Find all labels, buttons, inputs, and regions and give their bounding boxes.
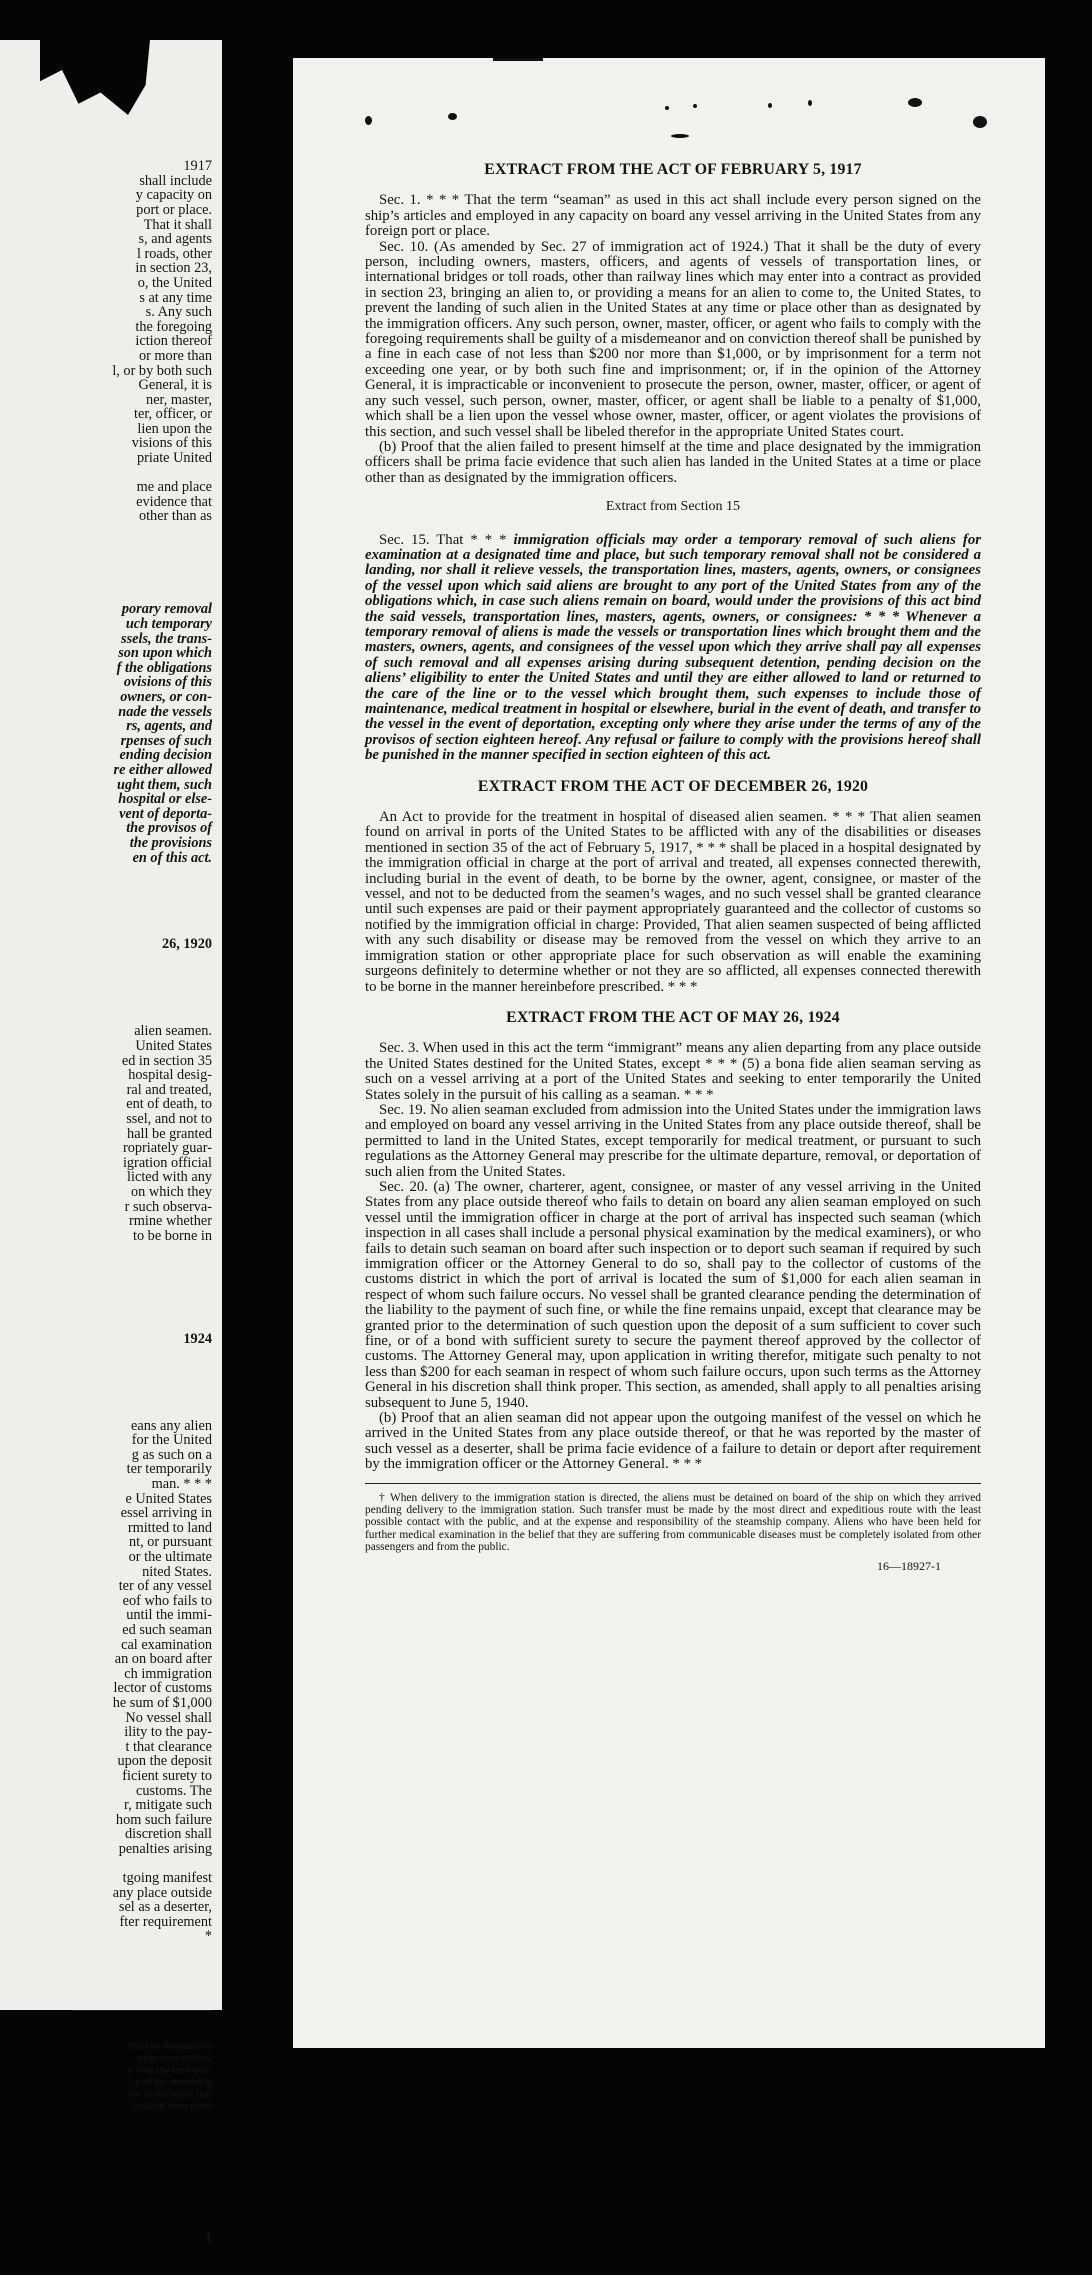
left-fragment-line: ed in section 35 xyxy=(121,1052,212,1069)
left-fragment-line: rs, agents, and xyxy=(126,718,212,735)
left-fragment-line: hospital or else- xyxy=(118,791,212,808)
sec-10b-paragraph: (b) Proof that the alien failed to present himself at the time and place designated by the immigration officers shall be prima facie evidence that such alien has landed in the United States at a time or place other than as designated by the immigration officers. xyxy=(365,438,981,486)
left-fragment-line: visions of this xyxy=(131,435,212,452)
left-fragment-line: 1924 xyxy=(183,1330,212,1347)
left-fragment-line: y capacity on xyxy=(135,187,212,204)
left-fragment-line: alien seamen. xyxy=(134,1023,212,1040)
left-fragment-line: eof who fails to xyxy=(122,1592,212,1609)
left-fragment-line: y of the steamship xyxy=(135,2076,212,2088)
left-fragment-line: ropriately guar- xyxy=(122,1140,212,1157)
left-fragment-line: o, the United xyxy=(137,274,212,291)
left-footnote-rule xyxy=(72,2010,212,2011)
torn-edge xyxy=(40,40,150,115)
left-fragment-line: priate United xyxy=(136,450,212,467)
footnote-rule xyxy=(365,1483,981,1484)
footnote: † When delivery to the immigration station is directed, the aliens must be detained on board of the ship on which they arrived pending delivery to the immigration station. Such transfer must be made by the most direct and expeditious route with the least possible contact with the public, and at the expense and responsibility of the steamship company. Aliens who have been held for further medical examination in the belief that they are suffering from communicable diseases must be completely isolated from other passengers and from the public. xyxy=(365,1491,981,1553)
left-lines-f xyxy=(0,1419,212,1944)
left-fragment-line: nt, or pursuant xyxy=(129,1534,212,1551)
left-fragment-line: migration station. xyxy=(137,2052,212,2064)
left-fragment-line: f the obligations xyxy=(116,659,212,676)
left-fragment-line: nade the vessels xyxy=(118,703,212,720)
left-fragment-line: must be detained on xyxy=(127,2040,212,2052)
left-fragment-line: an on board after xyxy=(114,1651,212,1668)
left-fragment-line: the provisions xyxy=(129,834,212,851)
left-fragment-line: ssel, and not to xyxy=(126,1111,212,1127)
left-fragment-line: other than as xyxy=(138,508,212,525)
left-lines-b xyxy=(0,602,212,865)
left-fragment-line: ent of death, to xyxy=(126,1096,212,1113)
left-fragment-line: rmitted to land xyxy=(127,1519,212,1536)
left-fragment-line: son upon which xyxy=(118,645,212,662)
left-fragment-line: upon the deposit xyxy=(117,1753,212,1770)
left-fragment-line: l roads, other xyxy=(136,245,212,262)
sec-15-lead: Sec. 15. That * * * xyxy=(379,531,514,548)
left-lines-d xyxy=(0,1024,212,1243)
left-fragment-line: he sum of $1,000 xyxy=(112,1694,212,1711)
left-fragment-line: ion in the belief that xyxy=(127,2088,212,2100)
left-lines-e xyxy=(0,1332,212,1347)
left-fragment-line: r such observa- xyxy=(124,1198,212,1215)
left-fragment-line: until the immi- xyxy=(126,1607,212,1624)
left-fragment-line: fter requirement xyxy=(119,1913,212,1930)
left-fragment-line: s, and agents xyxy=(138,231,212,248)
left-fragment-line: discretion shall xyxy=(125,1826,212,1843)
left-fragment-line: lien upon the xyxy=(137,420,212,437)
sec-3-paragraph: Sec. 3. When used in this act the term “immigrant” means any alien departing from any place outside the United States destined for the United States, except * * * (5) a bona fide alien seaman serving as such on a vessel arriving at a port of the United States and seeking to enter temporarily the United States solely in the pursuit of his calling as a seaman. * * * xyxy=(365,1040,981,1103)
left-fragment-line: or more than xyxy=(138,347,212,364)
left-fragment-line: uch temporary xyxy=(125,616,212,632)
left-fragment-line: ner, master, xyxy=(146,391,212,408)
left-fragment-line: vent of deporta- xyxy=(119,805,212,822)
heading-act-1917: EXTRACT FROM THE ACT OF FEBRUARY 5, 1917 xyxy=(484,161,862,178)
left-fragment-line: ter temporarily xyxy=(126,1461,212,1478)
left-fragment-line: evidence that xyxy=(136,493,212,510)
act-1920-paragraph: An Act to provide for the treatment in hospital of diseased alien seamen. * * * That alien seamen found on arrival in ports of the United States to be afflicted with any of the disabilities or diseases mentioned in section 35 of the act of February 5, 1917, * * * shall be placed in a hospital designated by the immigration official in charge at the port of arrival and treated, all expenses connected therewith, including burial in the event of death, to be borne by the owner, agent, consignee, or master of the vessel, and not to be deducted from the seamen’s wages, and no such vessel shall be granted clearance until such expenses are paid or their payment appropriately guaranteed and the collector of customs so notified by the immigration official in charge: Provided, That alien seamen suspected of being afflicted with any such disability or disease may be removed from the vessel on which they arrive to an immigration station or other appropriate place for such observation as will enable the examining surgeons definitely to determine whether or not they are so afflicted, all expenses connected therewith to be borne in the manner hereinbefore prescribed. * * * xyxy=(365,809,981,995)
left-fragment-line: ter, officer, or xyxy=(134,406,212,423)
sheet-code: 16—18927-1 xyxy=(877,1559,941,1574)
left-fragment-line: penalties arising xyxy=(118,1840,212,1857)
left-fragment-line: licted with any xyxy=(127,1169,212,1186)
left-fragment-line: g as such on a xyxy=(131,1446,212,1463)
left-lines-a xyxy=(0,159,212,524)
sec-1-paragraph: Sec. 1. * * * That the term “seaman” as used in this act shall include every person signed on the ship’s articles and employed in any capacity on board any vessel arriving in the United States from any foreign port or place. xyxy=(365,192,981,240)
left-fragment-line: rpenses of such xyxy=(120,732,212,749)
left-fragment-line: re either allowed xyxy=(113,761,212,778)
left-fragment-line xyxy=(0,466,212,481)
left-fragment-line xyxy=(0,1857,212,1872)
left-fragment-line: hom such failure xyxy=(115,1811,212,1828)
left-fragment-line: owners, or con- xyxy=(120,688,212,705)
left-fragment-line: en of this act. xyxy=(132,849,212,866)
left-fragment-line: porary removal xyxy=(121,601,212,618)
left-fragment-line: ficient surety to xyxy=(122,1767,212,1784)
left-fragment-line: * xyxy=(204,1928,212,1945)
sec-15-paragraph xyxy=(365,533,981,764)
left-fragment-line: ral and treated, xyxy=(126,1081,212,1098)
left-fragment-line: 1917 xyxy=(183,158,212,175)
left-fragment-line: hall be granted xyxy=(127,1125,212,1142)
left-fragment-line: port or place. xyxy=(136,201,212,218)
left-fragment-text xyxy=(0,130,212,2275)
left-fragment-line: shall include xyxy=(139,172,212,189)
left-fragment-line: nited States. xyxy=(142,1563,212,1580)
left-fragment-line: 26, 1920 xyxy=(161,936,212,953)
left-fragment-line: for the United xyxy=(131,1432,212,1449)
heading-act-1920: EXTRACT FROM THE ACT OF DECEMBER 26, 1920 xyxy=(477,777,869,795)
left-fragment-line: rmine whether xyxy=(129,1213,212,1230)
document-body xyxy=(365,162,981,1575)
left-fragment-line: hospital desig- xyxy=(128,1067,212,1084)
left-fragment-line: l, or by both such xyxy=(112,362,212,379)
left-lines-g xyxy=(0,2041,212,2113)
left-fragment-line: igration official xyxy=(122,1154,212,1171)
left-fragment-line: ility to the pay- xyxy=(124,1724,212,1741)
left-fragment-line: eans any alien xyxy=(131,1417,212,1434)
left-fragment-line: s. Any such xyxy=(145,304,212,321)
sec-15-italic-text: immigration officials may order a temporary removal of such aliens for examination at a designated time and place, but such temporary removal shall not be considered a landing, nor shall it relieve vessels, the transportation lines, masters, agents, owners, or consignees of the vessel upon which said aliens are brought to any port of the United States from any of the obligations which, in case such aliens remain on board, would under the provisions of this act bind the said vessels, transportation lines, masters, agents, owners, or consignees: * * * Whenever a temporary removal of aliens is made the vessels or transportation lines which brought them and the masters, owners, agents, and consignees of the vessel upon which they arrive shall pay all expenses of such removal and all expenses arising during subsequent detention, pending decision on the aliens’ eligibility to enter the United States and until they are either allowed to land or returned to the care of the line or to the vessel which brought them, such expenses to include those of maintenance, medical treatment in hospital or elsewhere, burial in the event of death, and transfer to the vessel in the event of deportation, excepting only where they arise under the terms of any of the provisos of section eighteen hereof. Any refusal or failure to comply with the provisions hereof shall be punished in the manner specified in section eighteen of this act. xyxy=(365,531,981,764)
heading-act-1924: EXTRACT FROM THE ACT OF MAY 26, 1924 xyxy=(506,1008,840,1026)
left-fragment-line: on which they xyxy=(131,1183,212,1200)
left-fragment-line: t that clearance xyxy=(125,1738,212,1755)
left-fragment-line: ught them, such xyxy=(117,776,212,793)
document-page xyxy=(293,58,1045,2048)
left-fragment-line: man. * * * xyxy=(151,1476,212,1493)
left-fragment-line: ter of any vessel xyxy=(118,1578,212,1595)
left-fragment-line: ed such seaman xyxy=(122,1622,212,1638)
left-fragment-line: tgoing manifest xyxy=(122,1870,212,1887)
left-fragment-line: That it shall xyxy=(143,216,212,233)
left-page-number: 1 xyxy=(204,2230,212,2246)
left-fragment-line: isolated from other xyxy=(132,2100,212,2112)
left-fragment-line: No vessel shall xyxy=(125,1709,212,1726)
left-fragment-line: ch immigration xyxy=(124,1665,212,1682)
left-fragment-line: in section 23, xyxy=(135,260,212,277)
left-fragment-line: iction thereof xyxy=(135,333,212,350)
sec-19-paragraph: Sec. 19. No alien seaman excluded from admission into the United States under the immigration laws and employed on board any vessel arriving in the United States from any place outside thereof, shall be permitted to land in the United States, except temporarily for medical treatment, or pursuant to such regulations as the Attorney General may prescribe for the ultimate departure, removal, or deportation of such alien from the United States. xyxy=(365,1101,981,1180)
left-fragment-line: lector of customs xyxy=(113,1680,212,1697)
left-fragment-line: any place outside xyxy=(112,1884,212,1901)
left-fragment-line: me and place xyxy=(136,479,212,496)
sec-20a-paragraph: Sec. 20. (a) The owner, charterer, agent, consignee, or master of any vessel arriving in the United States from any place outside thereof who fails to detain on board any alien seaman employed on such vessel until the immigration officer in charge at the port of arrival has inspected such seaman (which inspection in all cases shall include a personal physical examination by the medical examiners), or who fails to detain such seaman on board after such inspection or to deport such seaman if required by such immigration officer or the Attorney General to do so, shall pay to the collector of customs of the customs district in which the port of arrival is located the sum of $1,000 for each alien seaman in respect of whom such failure occurs. No vessel shall be granted clearance pending the determination of the liability to the payment of such fine, or while the fine remains unpaid, except that clearance may be granted prior to the determination of such question upon the deposit of a sum sufficient to cover such fine, or of a bond with sufficient surety to secure the payment thereof approved by the collector of customs. The Attorney General may, upon application in writing therefor, mitigate such penalty to not less than $200 for each seaman in respect of whom such failure occurs, upon such terms as the Attorney General in his discretion shall think proper. This section, as amended, shall apply to all penalties arising subsequent to June 5, 1940. xyxy=(365,1178,981,1411)
sec-20b-paragraph: (b) Proof that an alien seaman did not appear upon the outgoing manifest of the vessel on which he arrived in the United States from any place outside thereof, or that he was reported by the master of such vessel as a deserter, shall be prima facie evidence of a failure to detain or deport after requirement by the immigration officer or the Attorney General. * * * xyxy=(365,1410,981,1473)
left-fragment-line: the provisos of xyxy=(126,820,212,837)
left-lines-c xyxy=(0,937,212,952)
left-fragment-line: s at any time xyxy=(139,289,212,306)
left-fragment-line: e United States xyxy=(125,1490,212,1507)
left-fragment-line: General, it is xyxy=(138,377,212,394)
left-fragment-line: cal examination xyxy=(121,1636,212,1653)
left-fragment-line: or the ultimate xyxy=(128,1549,212,1566)
sec-10-paragraph: Sec. 10. (As amended by Sec. 27 of immigration act of 1924.) That it shall be the duty of every person, including owners, masters, officers, and agents of vessels of transportation lines, or international bridges or toll roads, other than railway lines which may enter into a contract as provided in section 23, bringing an alien to, or providing a means for an alien to come to, the United States, to prevent the landing of such alien in the United States at any time or place other than as designated by the immigration officers. Any such person, owner, master, officer, or agent who fails to comply with the foregoing requirements shall be guilty of a misdemeanor and on conviction thereof shall be punished by a fine in each case of not less than $200 nor more than $1,000, or by imprisonment for a term not exceeding one year, or by both such fine and imprisonment; or, if in the opinion of the Attorney General, it is impracticable or inconvenient to prosecute the person, owner, master, officer, or agent of any such vessel, such person, owner, master, officer, or agent shall be liable to a penalty of $1,000, which shall be a lien upon the vessel whose owner, master, officer, or agent violates the provisions of this section, and such vessel shall be libeled therefor in the appropriate United States court. xyxy=(365,238,981,440)
left-fragment-line: e with the least pos- xyxy=(128,2064,212,2076)
left-page-fragment xyxy=(0,40,222,2246)
left-fragment-line: essel arriving in xyxy=(120,1505,212,1522)
left-fragment-line: sel as a deserter, xyxy=(118,1899,212,1916)
left-fragment-line: United States xyxy=(135,1038,212,1055)
left-fragment-line: the foregoing xyxy=(135,318,212,335)
left-fragment-line: r, mitigate such xyxy=(124,1797,212,1814)
left-fragment-line: to be borne in xyxy=(132,1227,212,1244)
subheading-section-15: Extract from Section 15 xyxy=(605,499,741,515)
left-fragment-line: ovisions of this xyxy=(123,674,212,691)
left-fragment-line: ending decision xyxy=(119,747,212,764)
left-fragment-line: ssels, the trans- xyxy=(121,630,212,647)
left-fragment-line: customs. The xyxy=(136,1782,212,1799)
